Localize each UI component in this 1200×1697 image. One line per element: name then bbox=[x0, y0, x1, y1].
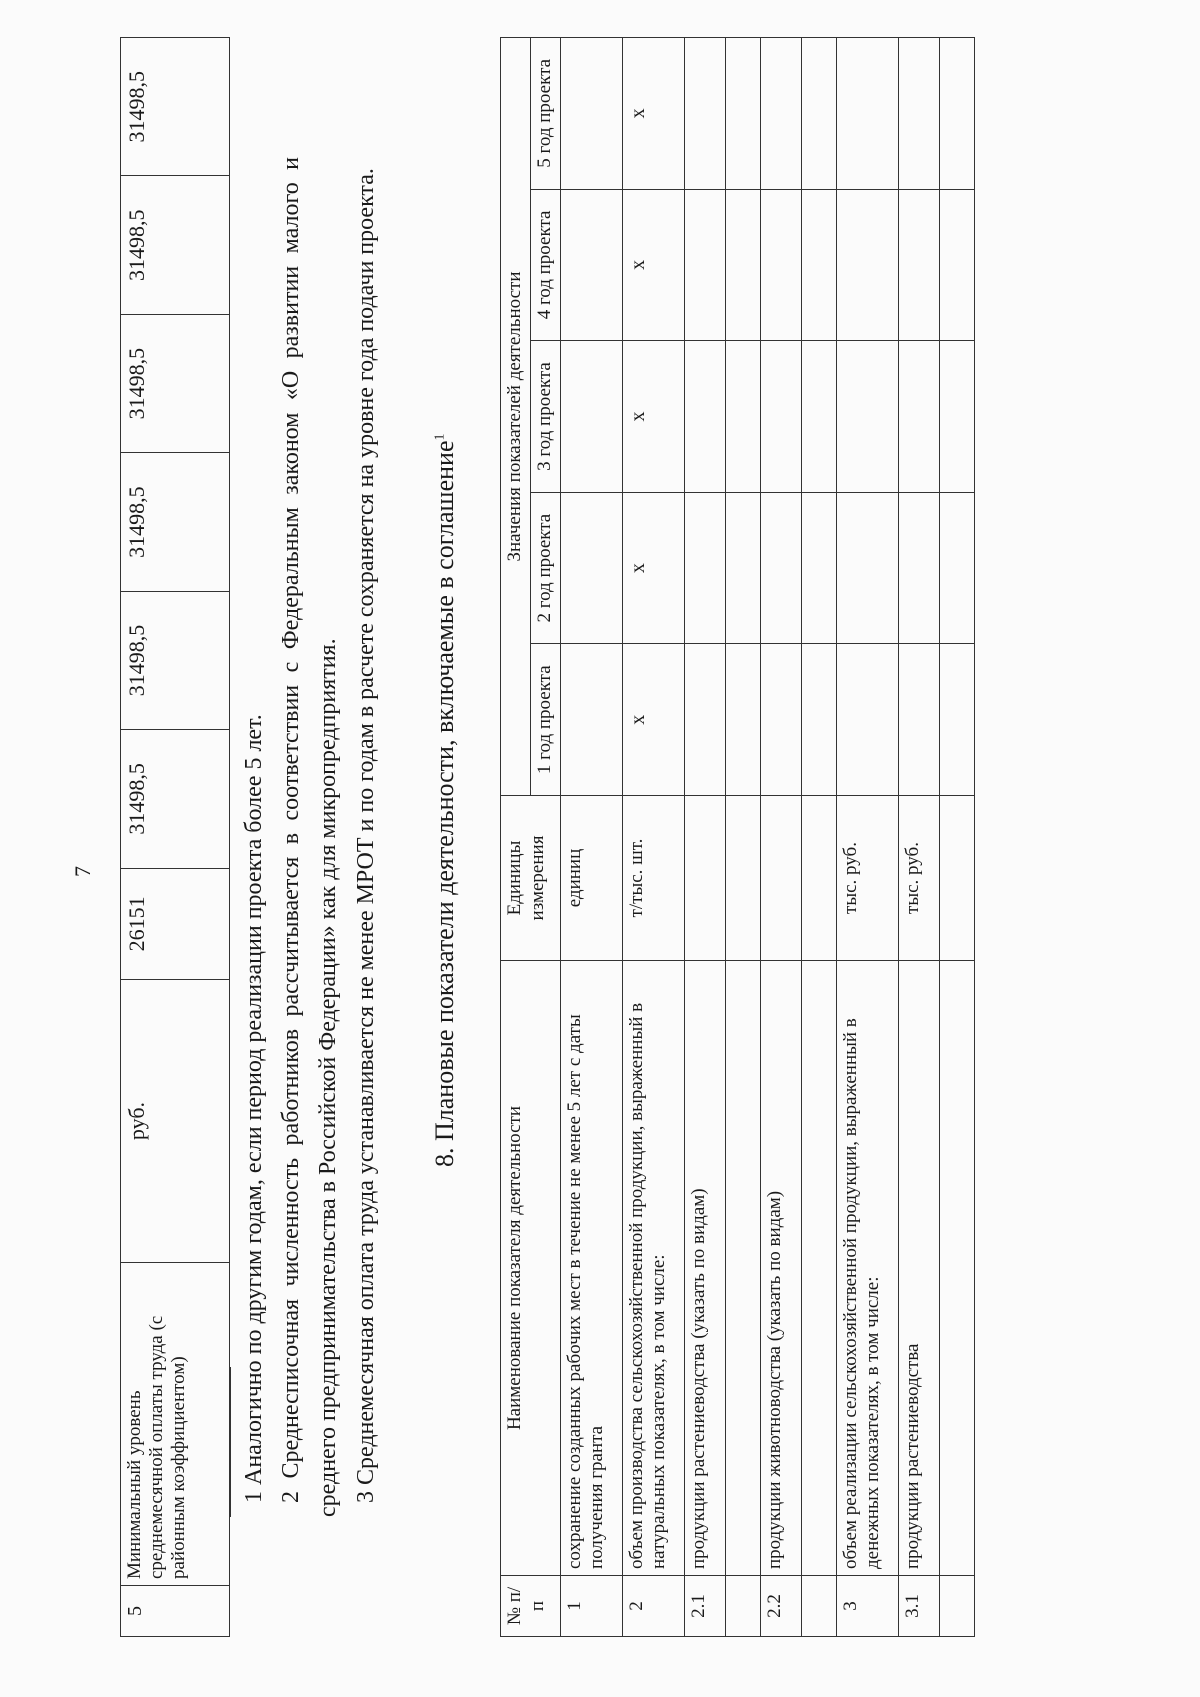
table-header-row bbox=[501, 38, 531, 1637]
cell-value bbox=[760, 189, 801, 341]
cell-value: х bbox=[622, 492, 684, 644]
row-value: 31498,5 bbox=[121, 176, 230, 314]
cell-num: 1 bbox=[560, 1576, 622, 1637]
cell-value bbox=[560, 341, 622, 493]
footnote: 3 Среднемесячная оплата труда устанавливается не менее МРОТ и по годам в расчете сохраняется на уровне года подачи проекта. bbox=[352, 168, 379, 1503]
table-row bbox=[121, 38, 230, 1637]
cell-value bbox=[684, 189, 725, 341]
table-row bbox=[760, 38, 801, 1637]
row-value: 26151 bbox=[121, 868, 230, 979]
cell-num: 2 bbox=[622, 1576, 684, 1637]
cell-num: 2.2 bbox=[760, 1576, 801, 1637]
cell-value bbox=[836, 492, 898, 644]
footnote: 1 Аналогично по другим годам, если период реализации проекта более 5 лет. bbox=[241, 714, 267, 1503]
cell-num: 3 bbox=[836, 1576, 898, 1637]
footnote-separator bbox=[230, 1367, 231, 1517]
cell-value bbox=[836, 341, 898, 493]
cell-value bbox=[836, 644, 898, 796]
wage-table-fragment bbox=[120, 37, 230, 1637]
cell-name: сохранение созданных рабочих мест в течение не менее 5 лет с даты получения гранта bbox=[560, 961, 622, 1576]
header-year: 5 год проекта bbox=[530, 38, 560, 190]
cell-value bbox=[898, 189, 939, 341]
table-row bbox=[898, 38, 939, 1637]
cell-value bbox=[836, 189, 898, 341]
table-row bbox=[684, 38, 725, 1637]
cell-unit: т/тыс. шт. bbox=[622, 796, 684, 961]
cell-name: продукции растениеводства bbox=[898, 961, 939, 1576]
header-values-group: Значения показателей деятельности bbox=[501, 38, 531, 796]
cell-unit: тыс. руб. bbox=[898, 796, 939, 961]
cell-value bbox=[684, 38, 725, 190]
row-name: Минимальный уровень среднемесячной оплаты труда (с районным коэффициентом) bbox=[121, 1263, 230, 1586]
cell-name: продукции животноводства (указать по видам) bbox=[760, 961, 801, 1576]
header-year: 4 год проекта bbox=[530, 189, 560, 341]
cell-name: объем реализации сельскохозяйственной продукции, выраженный в денежных показателях, в том числе: bbox=[836, 961, 898, 1576]
footnote: 2 Среднесписочная численность работников рассчитывается в соответствии с Федеральным законом «О развитии малого и среднего предпринимательства в Российской Федерации» как для микропредприятия. bbox=[278, 157, 342, 1517]
section-title bbox=[430, 434, 460, 1168]
cell-value: х bbox=[622, 38, 684, 190]
cell-value bbox=[760, 492, 801, 644]
section-title-footnote-mark: 1 bbox=[432, 433, 448, 441]
cell-value bbox=[560, 189, 622, 341]
row-value: 31498,5 bbox=[121, 38, 230, 177]
cell-value bbox=[836, 38, 898, 190]
cell-value bbox=[684, 341, 725, 493]
row-value: 31498,5 bbox=[121, 730, 230, 868]
row-value: 31498,5 bbox=[121, 314, 230, 452]
cell-num: 2.1 bbox=[684, 1576, 725, 1637]
cell-unit bbox=[684, 796, 725, 961]
header-year: 2 год проекта bbox=[530, 492, 560, 644]
cell-value bbox=[560, 38, 622, 190]
row-value: 31498,5 bbox=[121, 591, 230, 729]
page-number: 7 bbox=[70, 866, 95, 877]
header-name: Наименование показателя деятельности bbox=[501, 961, 561, 1576]
table-row bbox=[836, 38, 898, 1637]
cell-value bbox=[760, 341, 801, 493]
cell-value: х bbox=[622, 189, 684, 341]
cell-value: х bbox=[622, 341, 684, 493]
header-year: 3 год проекта bbox=[530, 341, 560, 493]
cell-value bbox=[760, 644, 801, 796]
cell-value: х bbox=[622, 644, 684, 796]
table-row-blank bbox=[939, 38, 974, 1637]
cell-value bbox=[684, 492, 725, 644]
cell-value bbox=[898, 644, 939, 796]
row-unit: руб. bbox=[121, 980, 230, 1263]
header-unit: Единицы измерения bbox=[501, 796, 561, 961]
row-value: 31498,5 bbox=[121, 453, 230, 591]
header-num: № п/п bbox=[501, 1576, 561, 1637]
cell-value bbox=[898, 341, 939, 493]
cell-value bbox=[684, 644, 725, 796]
table-row bbox=[560, 38, 622, 1637]
section-title-text: 8. Плановые показатели деятельности, включаемые в соглашение bbox=[430, 440, 459, 1167]
table-row bbox=[622, 38, 684, 1637]
cell-unit: единиц bbox=[560, 796, 622, 961]
activity-indicators-table bbox=[500, 37, 975, 1637]
cell-unit: тыс. руб. bbox=[836, 796, 898, 961]
cell-num: 3.1 bbox=[898, 1576, 939, 1637]
footnotes bbox=[236, 157, 385, 1517]
header-year: 1 год проекта bbox=[530, 644, 560, 796]
cell-name: продукции растениеводства (указать по видам) bbox=[684, 961, 725, 1576]
row-number: 5 bbox=[121, 1586, 230, 1637]
cell-value bbox=[760, 38, 801, 190]
cell-name: объем производства сельскохозяйственной продукции, выраженный в натуральных показателях, в том числе: bbox=[622, 961, 684, 1576]
table-row-blank bbox=[725, 38, 760, 1637]
cell-unit bbox=[760, 796, 801, 961]
cell-value bbox=[560, 492, 622, 644]
cell-value bbox=[560, 644, 622, 796]
table-row-blank bbox=[801, 38, 836, 1637]
cell-value bbox=[898, 38, 939, 190]
cell-value bbox=[898, 492, 939, 644]
